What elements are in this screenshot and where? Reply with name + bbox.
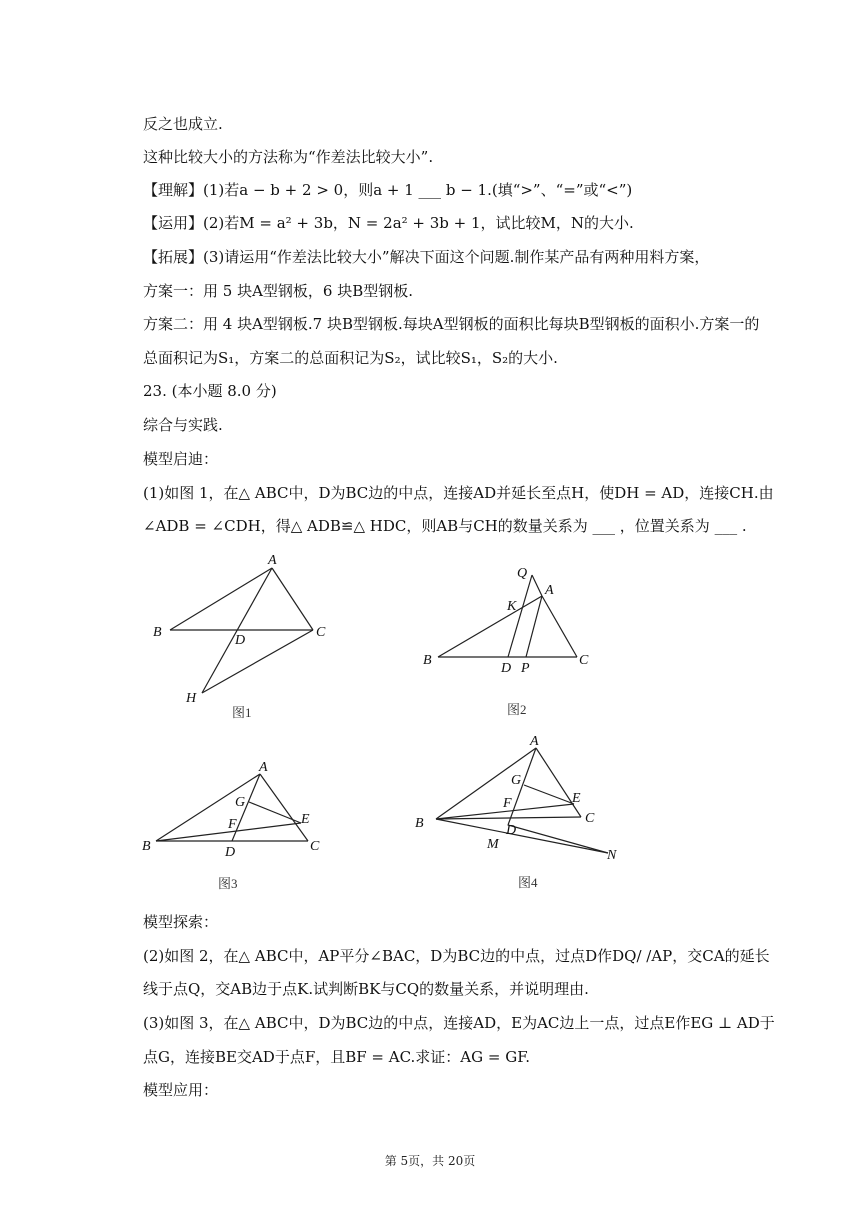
label-G: G <box>235 795 246 810</box>
label-B: B <box>415 816 424 831</box>
text-line: 总面积记为S₁，方案二的总面积记为S₂，试比较S₁，S₂的大小. <box>143 349 558 367</box>
text-line: 【拓展】(3)请运用“作差法比较大小”解决下面这个问题.制作某产品有两种用料方案， <box>143 248 710 266</box>
label-E: E <box>301 812 310 827</box>
label-B: B <box>142 839 151 854</box>
question-number: 23. (本小题 8.0 分) <box>143 382 277 400</box>
label-D: D <box>225 845 236 860</box>
text-line: (3)如图 3，在△ ABC中，D为BC边的中点，连接AD，E为AC边上一点，过点E作EG ⊥ AD于 <box>143 1014 775 1032</box>
figure-3-caption: 图3 <box>218 876 238 891</box>
text-line: 反之也成立. <box>143 115 223 133</box>
label-B: B <box>423 653 432 668</box>
text-line: 综合与实践. <box>143 416 223 434</box>
label-Q: Q <box>517 566 528 581</box>
label-C: C <box>579 653 589 668</box>
label-C: C <box>316 625 326 640</box>
text-line: 【理解】(1)若a − b + 2 > 0，则a + 1 ___ b − 1.(填“>”、“=”或“<”) <box>143 181 633 199</box>
label-A: A <box>259 760 268 775</box>
label-D: D <box>506 823 517 838</box>
text-line: 这种比较大小的方法称为“作差法比较大小”. <box>143 148 434 166</box>
label-G: G <box>511 773 522 788</box>
label-C: C <box>310 839 320 854</box>
label-D: D <box>235 633 246 648</box>
label-E: E <box>572 791 581 806</box>
text-line: (2)如图 2，在△ ABC中，AP平分∠BAC，D为BC边的中点，过点D作DQ/ /AP，交CA的延长 <box>143 947 770 965</box>
label-N: N <box>607 848 617 863</box>
section-heading: 模型探索： <box>143 913 219 931</box>
figure-1 <box>140 550 350 725</box>
text-line: (1)如图 1，在△ ABC中，D为BC边的中点，连接AD并延长至点H，使DH = AD，连接CH.由 <box>143 484 774 502</box>
text-line: 方案一：用 5 块A型钢板，6 块B型钢板. <box>143 282 414 300</box>
text-line: 线于点Q，交AB边于点K.试判断BK与CQ的数量关系，并说明理由. <box>143 980 589 998</box>
label-K: K <box>507 599 517 614</box>
label-A: A <box>545 583 554 598</box>
figure-4 <box>410 735 630 895</box>
text-line: 【运用】(2)若M = a² + 3b，N = 2a² + 3b + 1，试比较M，N的大小. <box>143 214 634 232</box>
figure-2 <box>415 560 605 725</box>
label-D: D <box>501 661 512 676</box>
label-P: P <box>521 661 530 676</box>
label-A: A <box>268 553 277 568</box>
figure-1-caption: 图1 <box>232 705 252 720</box>
text-line: ∠ADB = ∠CDH，得△ ADB≌△ HDC，则AB与CH的数量关系为 ___ ，位置关系为 ___ . <box>143 517 747 535</box>
label-B: B <box>153 625 162 640</box>
figure-3 <box>138 755 338 895</box>
text-line: 方案二：用 4 块A型钢板.7 块B型钢板.每块A型钢板的面积比每块B型钢板的面积小.方案一的 <box>143 315 760 333</box>
label-A: A <box>530 735 539 749</box>
label-H: H <box>186 691 197 706</box>
label-F: F <box>228 817 237 832</box>
figure-2-caption: 图2 <box>507 702 527 717</box>
label-F: F <box>503 796 512 811</box>
section-heading: 模型启迪： <box>143 450 219 468</box>
text-line: 点G，连接BE交AD于点F，且BF = AC.求证：AG = GF. <box>143 1048 531 1066</box>
page-footer: 第 5页，共 20页 <box>384 1154 476 1168</box>
label-M: M <box>487 837 499 852</box>
label-C: C <box>585 811 595 826</box>
figure-4-caption: 图4 <box>518 875 538 890</box>
section-heading: 模型应用： <box>143 1081 219 1099</box>
